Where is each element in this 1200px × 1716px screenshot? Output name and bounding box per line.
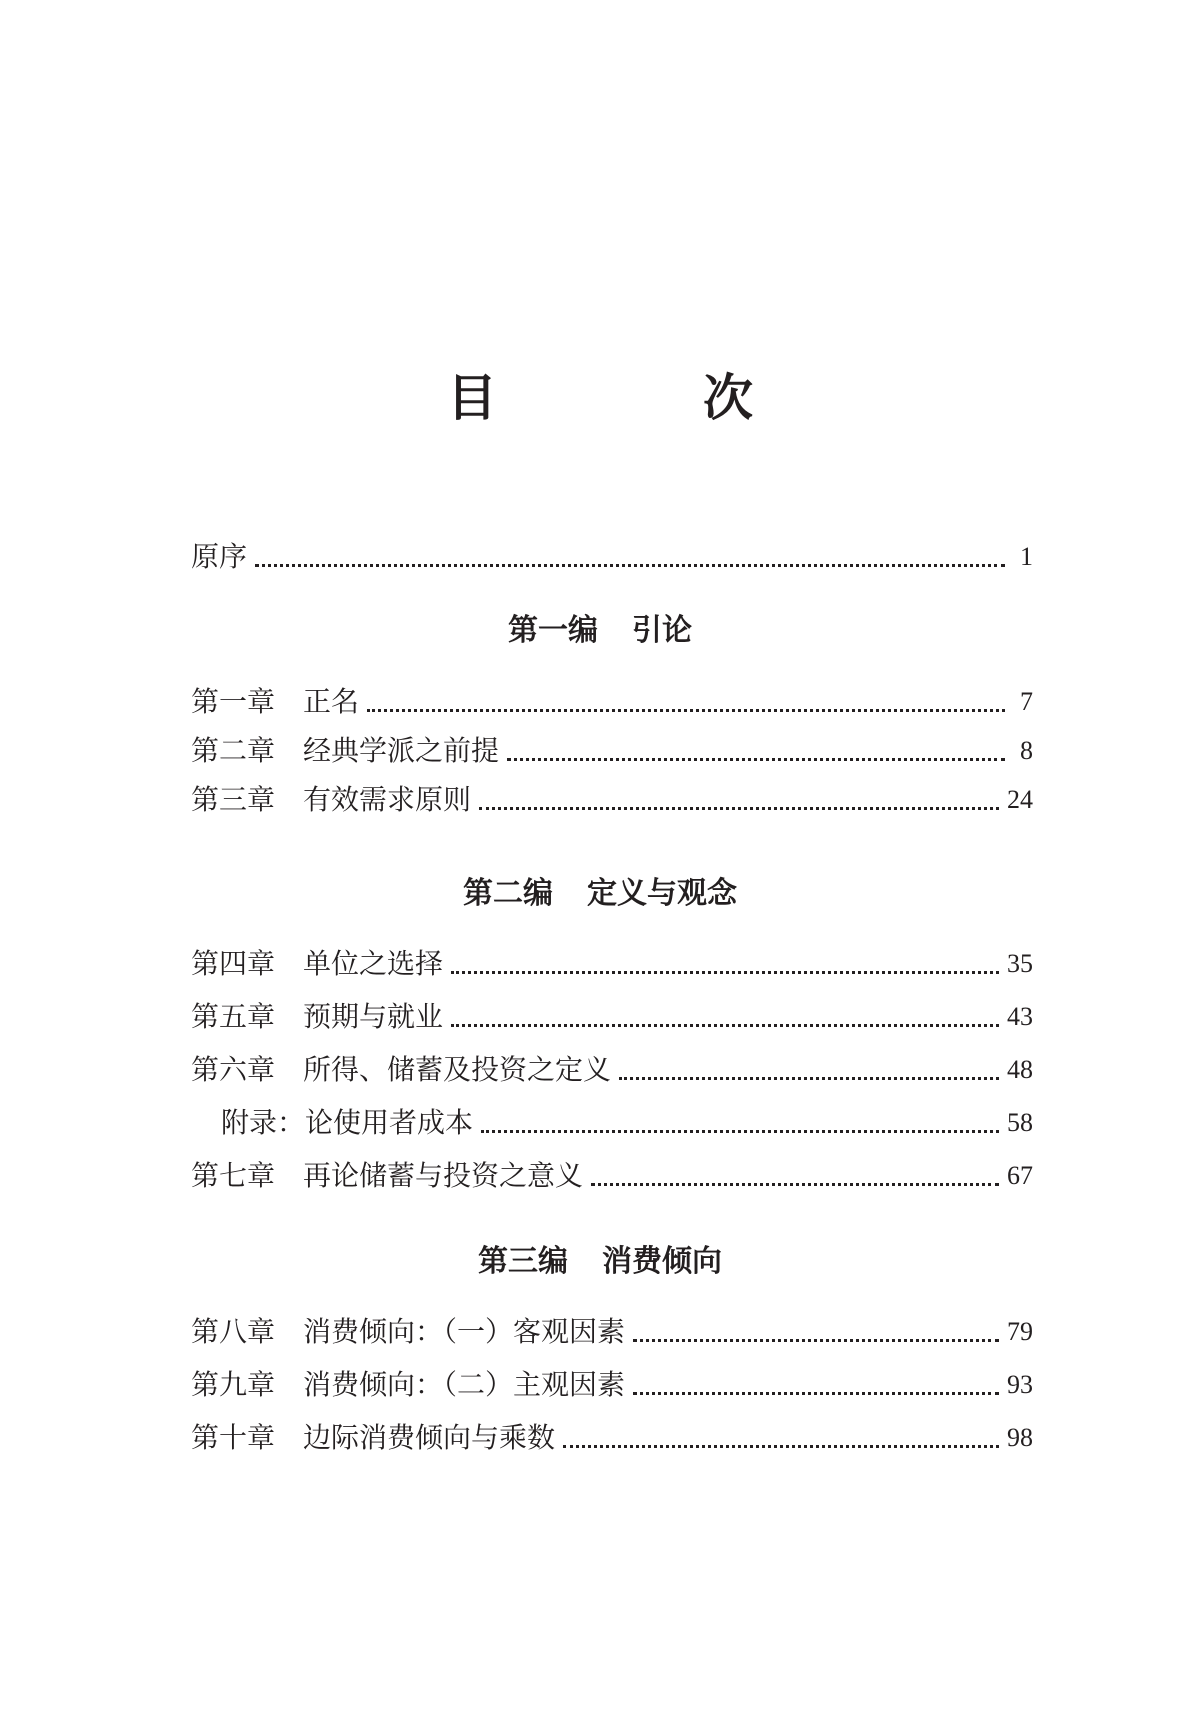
dot-leader bbox=[479, 807, 999, 810]
toc-entry[interactable] bbox=[191, 997, 1033, 1037]
entry-title: 消费倾向：（一）客观因素 bbox=[303, 1315, 626, 1348]
part-number: 第二编 bbox=[463, 876, 553, 911]
page-number: 8 bbox=[1020, 736, 1033, 765]
page-number: 79 bbox=[1007, 1317, 1033, 1346]
part-heading-2 bbox=[0, 874, 1200, 914]
part-title: 消费倾向 bbox=[602, 1244, 722, 1279]
toc-entry[interactable] bbox=[191, 780, 1033, 820]
toc-entry[interactable] bbox=[191, 1156, 1033, 1196]
chapter-number: 第二章 bbox=[191, 734, 276, 767]
page-number: 24 bbox=[1007, 785, 1033, 814]
entry-title: 附录：论使用者成本 bbox=[221, 1106, 474, 1139]
toc-entry-appendix[interactable] bbox=[221, 1103, 1033, 1143]
toc-entry[interactable] bbox=[191, 682, 1033, 722]
chapter-number: 第十章 bbox=[191, 1421, 276, 1454]
part-heading-3 bbox=[0, 1242, 1200, 1282]
dot-leader bbox=[451, 1024, 999, 1027]
chapter-number: 第七章 bbox=[191, 1159, 276, 1192]
part-title: 引论 bbox=[632, 613, 692, 648]
toc-entry[interactable] bbox=[191, 731, 1033, 771]
entry-title: 消费倾向：（二）主观因素 bbox=[303, 1368, 626, 1401]
dot-leader bbox=[367, 709, 1005, 712]
chapter-number: 第八章 bbox=[191, 1315, 276, 1348]
page-number: 43 bbox=[1007, 1002, 1033, 1031]
dot-leader bbox=[451, 971, 999, 974]
chapter-number: 第六章 bbox=[191, 1053, 276, 1086]
entry-title: 有效需求原则 bbox=[303, 783, 472, 816]
dot-leader bbox=[633, 1339, 999, 1342]
dot-leader bbox=[507, 758, 1005, 761]
dot-leader bbox=[633, 1392, 999, 1395]
chapter-number: 第五章 bbox=[191, 1000, 276, 1033]
entry-title: 正名 bbox=[303, 685, 360, 718]
page-number: 7 bbox=[1020, 687, 1033, 716]
part-number: 第三编 bbox=[478, 1244, 568, 1279]
toc-entry-preface[interactable] bbox=[191, 537, 1033, 577]
page-number: 93 bbox=[1007, 1370, 1033, 1399]
part-title: 定义与观念 bbox=[587, 876, 737, 911]
toc-entry[interactable] bbox=[191, 944, 1033, 984]
dot-leader bbox=[619, 1077, 999, 1080]
toc-entry[interactable] bbox=[191, 1418, 1033, 1458]
entry-title: 边际消费倾向与乘数 bbox=[303, 1421, 556, 1454]
toc-entry[interactable] bbox=[191, 1312, 1033, 1352]
toc-entry[interactable] bbox=[191, 1050, 1033, 1090]
entry-title: 经典学派之前提 bbox=[303, 734, 500, 767]
chapter-number: 第一章 bbox=[191, 685, 276, 718]
page-number: 67 bbox=[1007, 1161, 1033, 1190]
part-heading-1 bbox=[0, 611, 1200, 651]
entry-title: 再论储蓄与投资之意义 bbox=[303, 1159, 584, 1192]
page-number: 48 bbox=[1007, 1055, 1033, 1084]
page-title: 目 次 bbox=[447, 369, 831, 427]
toc-entry[interactable] bbox=[191, 1365, 1033, 1405]
dot-leader bbox=[563, 1445, 999, 1448]
page-number: 1 bbox=[1020, 542, 1033, 571]
dot-leader bbox=[591, 1183, 999, 1186]
dot-leader bbox=[481, 1130, 999, 1133]
entry-title: 预期与就业 bbox=[303, 1000, 444, 1033]
chapter-number: 第三章 bbox=[191, 783, 276, 816]
part-number: 第一编 bbox=[508, 613, 598, 648]
page-number: 98 bbox=[1007, 1423, 1033, 1452]
entry-title: 单位之选择 bbox=[303, 947, 444, 980]
chapter-number: 第四章 bbox=[191, 947, 276, 980]
page-number: 58 bbox=[1007, 1108, 1033, 1137]
entry-title: 所得、储蓄及投资之定义 bbox=[303, 1053, 612, 1086]
chapter-number: 第九章 bbox=[191, 1368, 276, 1401]
entry-title: 原序 bbox=[191, 540, 248, 573]
page-number: 35 bbox=[1007, 949, 1033, 978]
dot-leader bbox=[255, 564, 1005, 567]
